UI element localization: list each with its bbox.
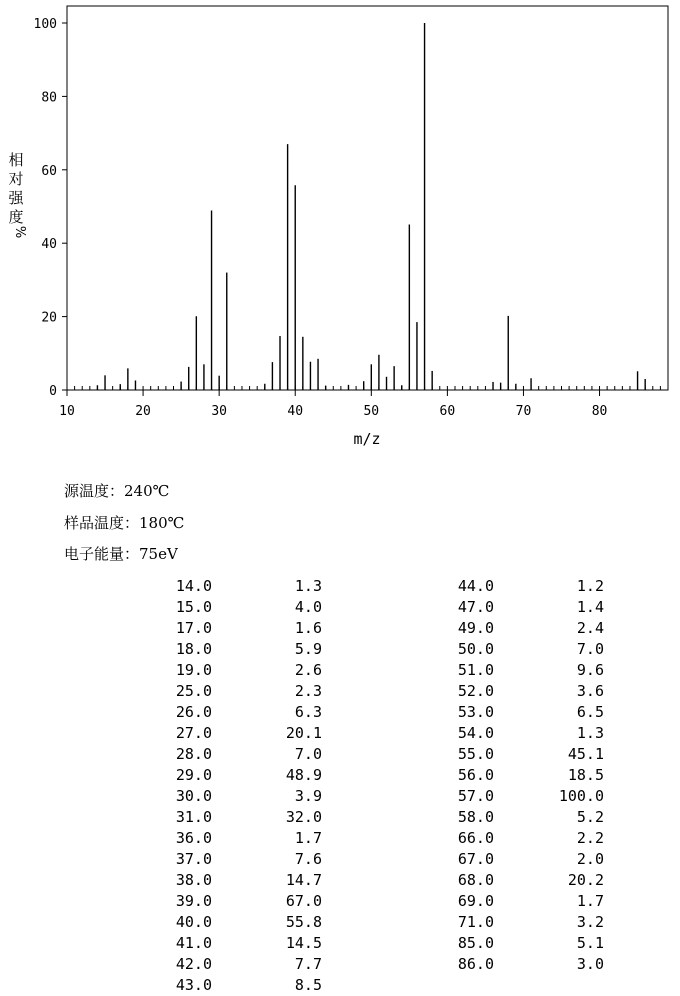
y-tick-label: 0: [49, 384, 57, 399]
peak-intensity: 7.0: [576, 640, 604, 658]
peak-intensity: 67.0: [285, 892, 322, 910]
peak-intensity: 45.1: [567, 745, 604, 763]
peak-mz: 17.0: [175, 619, 212, 637]
peak-mz: 15.0: [175, 598, 212, 616]
peak-intensity: 7.7: [294, 955, 322, 973]
x-axis-ticks: [59, 390, 607, 419]
peak-intensity: 3.0: [576, 955, 604, 973]
peak-mz: 38.0: [175, 871, 212, 889]
peak-mz: 53.0: [457, 703, 494, 721]
peak-mz: 58.0: [457, 808, 494, 826]
peak-intensity: 20.1: [285, 724, 322, 742]
y-axis-label-char: %: [12, 225, 27, 239]
peak-intensity: 3.2: [576, 913, 604, 931]
peak-mz: 29.0: [175, 766, 212, 784]
peak-mz: 52.0: [457, 682, 494, 700]
peak-mz: 41.0: [175, 934, 212, 952]
peak-table-right-intensity: [530, 576, 604, 975]
peak-intensity: 1.4: [576, 598, 604, 616]
y-axis-label-char: 相: [8, 151, 24, 169]
peak-intensity: 1.7: [294, 829, 322, 847]
peak-table-left-mz: [150, 576, 212, 996]
peak-intensity: 7.0: [294, 745, 322, 763]
peak-intensity: 6.3: [294, 703, 322, 721]
peak-mz: 71.0: [457, 913, 494, 931]
peak-mz: 51.0: [457, 661, 494, 679]
peak-intensity: 2.4: [576, 619, 604, 637]
peak-intensity: 32.0: [285, 808, 322, 826]
peak-bars: [97, 23, 645, 390]
x-axis-minor-ticks: [67, 386, 668, 390]
y-axis-label-char: 度: [8, 208, 24, 226]
y-axis-label: [8, 151, 27, 238]
peak-intensity: 1.7: [576, 892, 604, 910]
peak-intensity: 9.6: [576, 661, 604, 679]
plot-frame: [67, 6, 668, 390]
peak-mz: 42.0: [175, 955, 212, 973]
peak-intensity: 2.2: [576, 829, 604, 847]
peak-mz: 43.0: [175, 976, 212, 994]
peak-intensity: 2.6: [294, 661, 322, 679]
peak-intensity: 18.5: [567, 766, 604, 784]
peak-mz: 57.0: [457, 787, 494, 805]
peak-mz: 54.0: [457, 724, 494, 742]
peak-intensity: 48.9: [285, 766, 322, 784]
peak-intensity: 3.6: [576, 682, 604, 700]
x-tick-label: 80: [591, 404, 608, 419]
x-tick-label: 10: [59, 404, 75, 419]
peak-mz: 19.0: [175, 661, 212, 679]
peak-intensity: 3.9: [294, 787, 322, 805]
peak-mz: 55.0: [457, 745, 494, 763]
y-tick-label: 60: [41, 163, 57, 179]
y-tick-label: 100: [33, 17, 57, 32]
peak-mz: 49.0: [457, 619, 494, 637]
peak-intensity: 6.5: [576, 703, 604, 721]
x-tick-label: 40: [287, 404, 304, 419]
x-tick-label: 20: [135, 404, 151, 419]
peak-mz: 27.0: [175, 724, 212, 742]
sample-temperature: 样品温度：180℃: [64, 514, 185, 532]
x-tick-label: 30: [211, 404, 227, 419]
peak-mz: 44.0: [457, 577, 494, 595]
peak-intensity: 5.1: [576, 934, 604, 952]
peak-intensity: 2.0: [576, 850, 604, 868]
peak-intensity: 1.3: [294, 577, 322, 595]
peak-mz: 69.0: [457, 892, 494, 910]
peak-mz: 67.0: [457, 850, 494, 868]
y-axis-ticks: [34, 17, 67, 399]
peak-mz: 36.0: [175, 829, 212, 847]
y-tick-label: 40: [41, 237, 57, 253]
peak-mz: 25.0: [175, 682, 212, 700]
y-axis-label-char: 强: [8, 189, 24, 207]
peak-intensity: 8.5: [294, 976, 322, 994]
peak-mz: 26.0: [175, 703, 212, 721]
peak-mz: 66.0: [457, 829, 494, 847]
y-tick-label: 20: [41, 310, 57, 326]
peak-intensity: 14.7: [285, 871, 322, 889]
peak-mz: 50.0: [457, 640, 494, 658]
x-axis-label: m/z: [353, 430, 381, 448]
peak-intensity: 1.2: [576, 577, 604, 595]
peak-intensity: 14.5: [285, 934, 322, 952]
peak-mz: 68.0: [457, 871, 494, 889]
peak-mz: 31.0: [175, 808, 212, 826]
peak-mz: 39.0: [175, 892, 212, 910]
electron-energy: 电子能量：75eV: [64, 545, 178, 563]
peak-mz: 40.0: [175, 913, 212, 931]
peak-mz: 18.0: [175, 640, 212, 658]
x-tick-label: 60: [439, 404, 456, 419]
peak-intensity: 20.2: [567, 871, 604, 889]
peak-mz: 37.0: [175, 850, 212, 868]
peak-mz: 85.0: [457, 934, 494, 952]
peak-intensity: 2.3: [294, 682, 322, 700]
peak-table-left-intensity: [250, 576, 322, 996]
peak-mz: 14.0: [175, 577, 212, 595]
peak-intensity: 1.3: [576, 724, 604, 742]
peak-intensity: 4.0: [294, 598, 322, 616]
y-tick-label: 80: [41, 90, 57, 106]
peak-intensity: 100.0: [558, 787, 604, 805]
peak-mz: 47.0: [457, 598, 494, 616]
peak-mz: 86.0: [457, 955, 494, 973]
peak-intensity: 5.2: [576, 808, 604, 826]
y-axis-label-char: 对: [8, 170, 24, 188]
peak-mz: 30.0: [175, 787, 212, 805]
source-temperature: 源温度：240℃: [64, 482, 170, 500]
peak-mz: 56.0: [457, 766, 494, 784]
peak-intensity: 55.8: [285, 913, 322, 931]
x-tick-label: 70: [515, 404, 532, 419]
peak-intensity: 1.6: [294, 619, 322, 637]
peak-intensity: 7.6: [294, 850, 322, 868]
peak-intensity: 5.9: [294, 640, 322, 658]
x-tick-label: 50: [363, 404, 380, 419]
mass-spectrum-chart: [0, 0, 680, 460]
peak-mz: 28.0: [175, 745, 212, 763]
peak-table-right-mz: [432, 576, 494, 975]
